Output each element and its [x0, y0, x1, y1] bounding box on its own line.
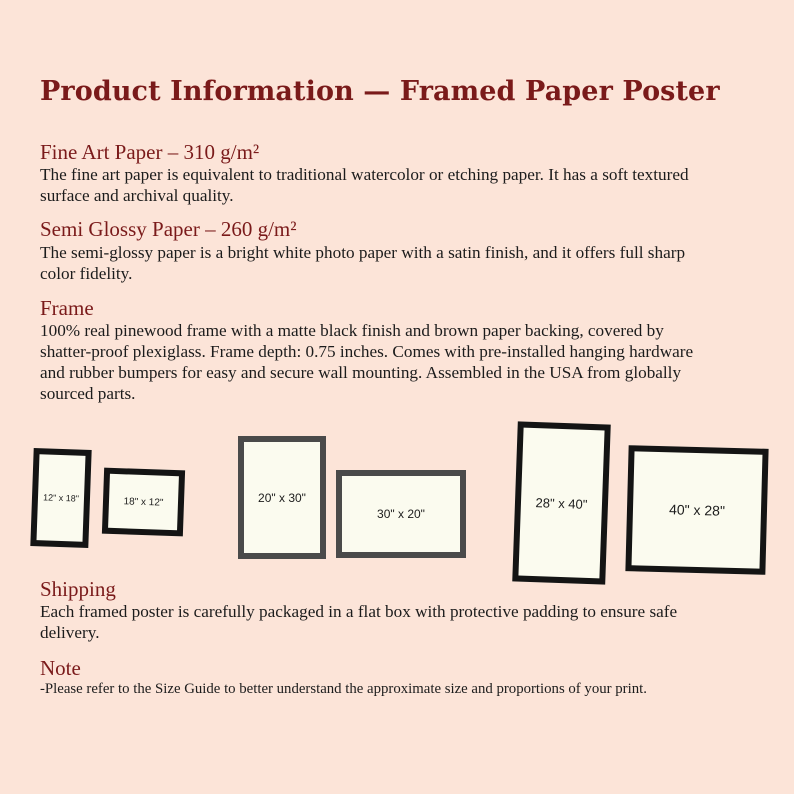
frame-body: 100% real pinewood frame with a matte black finish and brown paper backing, covered by shatter-proof plexiglass. Frame depth: 0.75 inches. Comes with pre-installed hanging hardware and rubber bumpers for easy and secure wall mounting. Assembled in the USA from globally sourced parts. — [40, 321, 694, 403]
frame-40x28 — [625, 445, 768, 575]
frame-20x30 — [238, 436, 326, 559]
size-label: 40" x 28" — [668, 501, 726, 519]
size-label: 12" x 18" — [42, 492, 80, 504]
frame-28x40 — [512, 421, 611, 584]
size-label: 18" x 12" — [123, 495, 164, 509]
shipping-body: Each framed poster is carefully packaged in a flat box with protective padding to ensure safe delivery. — [40, 602, 678, 642]
fine-art-body: The fine art paper is equivalent to traditional watercolor or etching paper. It has a soft textured surface and archival quality. — [40, 165, 689, 205]
note-body: -Please refer to the Size Guide to better understand the approximate size and proportions of your print. — [40, 681, 647, 697]
frame-heading: Frame — [40, 296, 94, 320]
size-label: 30" x 20" — [377, 507, 425, 521]
note-heading: Note — [40, 656, 81, 680]
size-label: 28" x 40" — [535, 494, 588, 512]
fine-art-heading: Fine Art Paper – 310 g/m² — [40, 140, 260, 164]
page-title: Product Information — Framed Paper Poster — [40, 76, 720, 107]
semi-glossy-heading: Semi Glossy Paper – 260 g/m² — [40, 217, 297, 241]
frame-30x20 — [336, 470, 466, 558]
semi-glossy-body: The semi-glossy paper is a bright white photo paper with a satin finish, and it offers full sharp color fidelity. — [40, 243, 686, 283]
frame-18x12 — [102, 468, 185, 537]
shipping-heading: Shipping — [40, 577, 116, 601]
frame-12x18 — [30, 448, 91, 548]
size-label: 20" x 30" — [258, 490, 306, 505]
